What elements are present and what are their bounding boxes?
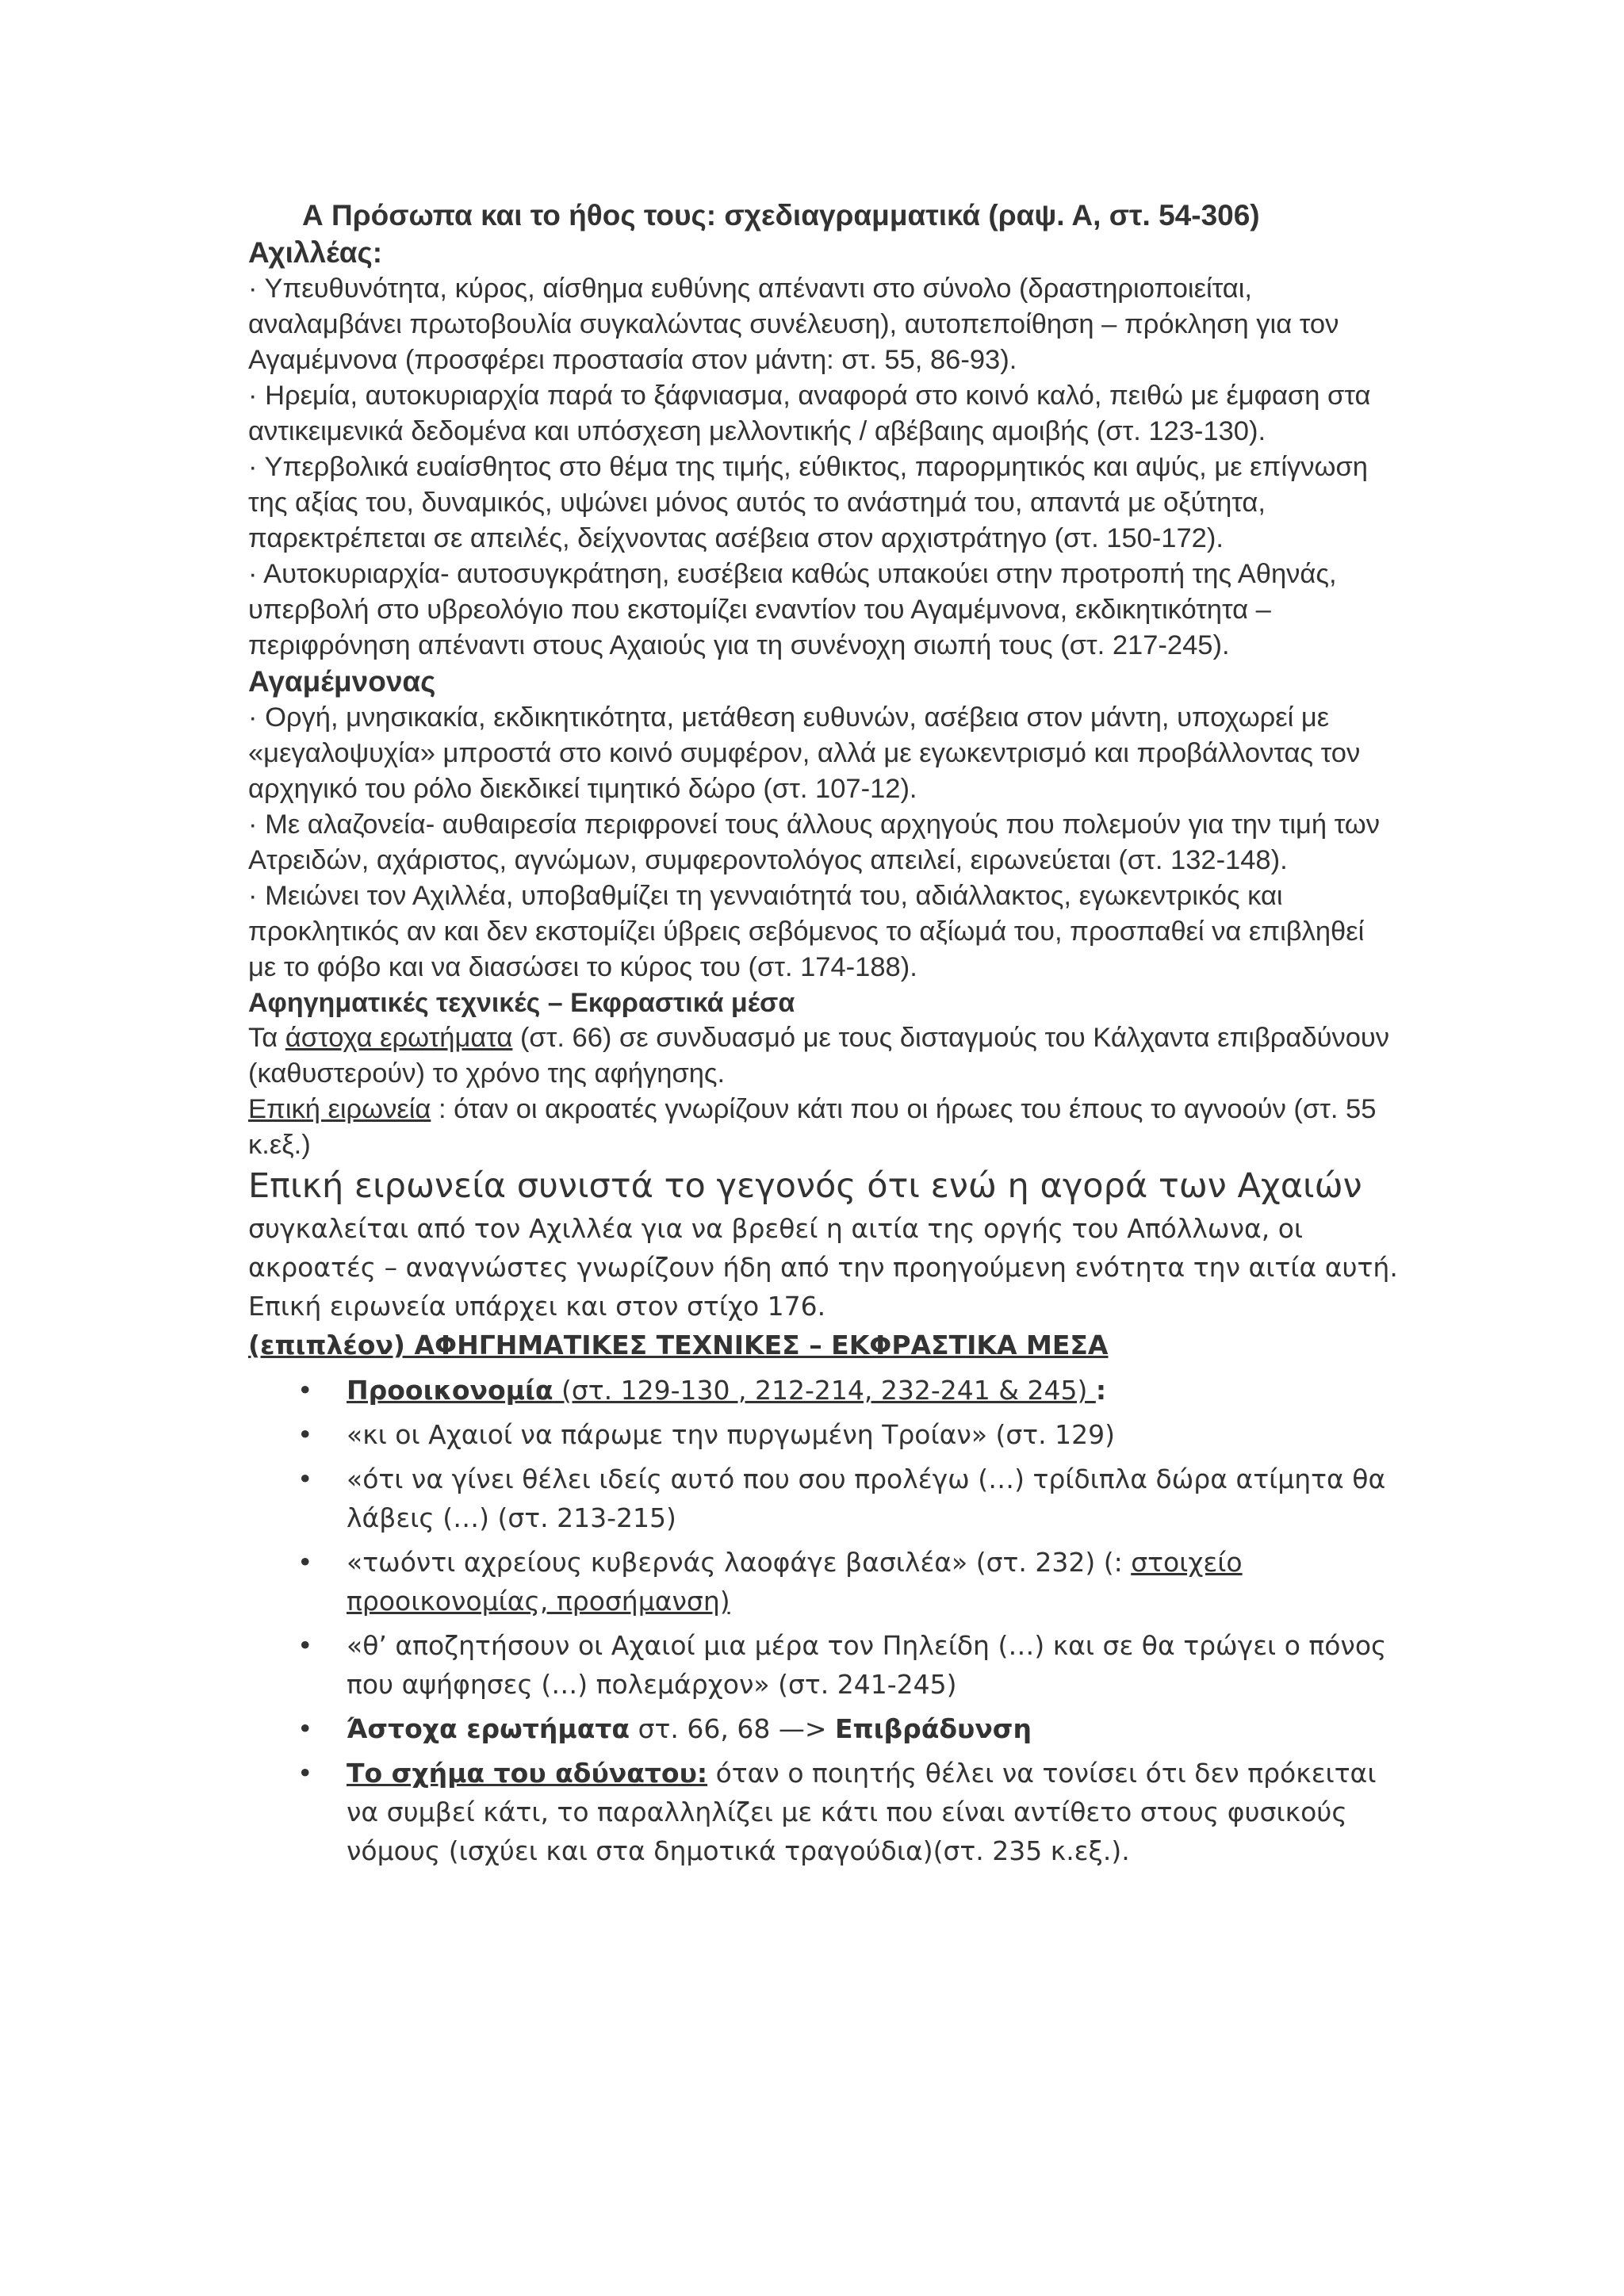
colon: : — [1095, 1375, 1107, 1406]
irony-lead-sentence: Επική ειρωνεία συνιστά το γεγονός ότι ενώ η αγορά των Αχαιών — [248, 1166, 1362, 1206]
list-item — [297, 1754, 1398, 1870]
term-sxima-adynatou: Το σχήμα του αδύνατου: — [347, 1758, 708, 1789]
bullet-icon: • — [297, 1713, 313, 1744]
verse-refs: στ. 66, 68 —> — [630, 1713, 835, 1744]
achilleas-paragraph-4: · Αυτοκυριαρχία- αυτοσυγκράτηση, ευσέβεια καθώς υπακούει στην προτροπή της Αθηνάς, υπερβολή στο υβρεολόγιο που εκστομίζει εναντίον του Αγαμέμνονα, εκδικητικότητα – περιφρόνηση απέναντι στους Αχαιούς για τη συνένοχη σιωπή τους (στ. 217-245). — [248, 559, 1337, 660]
quote-text: «κι οι Αχαιοί να πάρωμε την πυργωμένη Τροίαν» (στ. 129) — [347, 1419, 1116, 1450]
term-astoxa-erotimata: άστοχα ερωτήματα — [285, 1023, 513, 1053]
term-stoixeio-prooikonomias: στοιχείο προοικονομίας, προσήμανση) — [347, 1547, 1243, 1617]
agamemnonas-paragraph-3: · Μειώνει τον Αχιλλέα, υποβαθμίζει τη γενναιότητά του, αδιάλλακτος, εγωκεντρικός και προκλητικός αν και δεν εκστομίζει ύβρεις σεβόμενος το αξίωμά του, προσπαθεί να επιβληθεί με το φόβο και να διασώσει το κύρος του (στ. 174-188). — [248, 881, 1365, 982]
quote-text: «ότι να γίνει θέλει ιδείς αυτό που σου προλέγω (…) τρίδιπλα δώρα ατίμητα θα λάβεις (…) (στ. 213-215) — [347, 1464, 1386, 1533]
list-item — [297, 1460, 1398, 1537]
list-item — [297, 1626, 1398, 1704]
heading-achilleas: Αχιλλέας: — [248, 236, 383, 269]
verse-refs: (στ. 129-130 , 212-214, 232-241 & 245) — [553, 1375, 1096, 1406]
text-after: (στ. 66) σε συνδυασμό με τους δισταγμούς του Κάλχαντα επιβραδύνουν (καθυστερούν) το χρόνο της αφήγησης. — [248, 1023, 1389, 1089]
document-page — [248, 197, 1398, 1876]
heading-agamemnonas: Αγαμέμνονας — [248, 665, 436, 698]
techniques-paragraph-1 — [248, 1020, 1398, 1092]
term-epiki-eironeia: Επική ειρωνεία — [248, 1094, 431, 1124]
quote-text: «θ’ αποζητήσουν οι Αχαιοί μια μέρα τον Πηλείδη (…) και σε θα τρώγει ο πόνος που αψήφησες (…) πολεμάρχον» (στ. 241-245) — [347, 1630, 1387, 1700]
text-before: Τα — [248, 1023, 285, 1053]
irony-continuation: συγκαλείται από τον Αχιλλέα για να βρεθεί η αιτία της οργής του Απόλλωνα, οι ακροατές – αναγνώστες γνωρίζουν ήδη από την προηγούμενη ενότητα την αιτία αυτή. Επική ειρωνεία υπάρχει και στον στίχο 176. — [248, 1213, 1398, 1322]
quote-text: «τωόντι αχρείους κυβερνάς λαοφάγε βασιλέα» (στ. 232) (: — [347, 1547, 1132, 1578]
bullet-icon: • — [297, 1375, 313, 1406]
achilleas-paragraph-3: · Υπερβολικά ευαίσθητος στο θέμα της τιμής, εύθικτος, παρορμητικός και αψύς, με επίγνωση της αξίας του, δυναμικός, υψώνει μόνος αυτός το ανάστημά του, απαντά με οξύτητα, παρεκτρέπεται σε απειλές, δείχνοντας ασέβεια στον αρχιστράτηγο (στ. 150-172). — [248, 452, 1368, 553]
text-after: : όταν οι ακροατές γνωρίζουν κάτι που οι ήρωες του έπους το αγνοούν (στ. 55 κ.εξ.) — [248, 1094, 1377, 1160]
term-astoxa-erotimata-bold: Άστοχα ερωτήματα — [347, 1713, 630, 1744]
list-item — [297, 1371, 1398, 1410]
achilleas-paragraph-1: · Υπευθυνότητα, κύρος, αίσθημα ευθύνης απέναντι στο σύνολο (δραστηριοποιείται, αναλαμβάνει πρωτοβουλία συγκαλώντας συνέλευση), αυτοπεποίθηση – πρόκληση για τον Αγαμέμνονα (προσφέρει προστασία στον μάντη: στ. 55, 86-93). — [248, 274, 1339, 375]
bullet-icon: • — [297, 1547, 313, 1578]
techniques-paragraph-2 — [248, 1092, 1398, 1163]
term-epivradynsi: Επιβράδυνση — [834, 1713, 1032, 1744]
term-prooikonomia: Προοικονομία — [347, 1375, 553, 1406]
extra-bullet-list — [248, 1371, 1398, 1870]
page-title: Α Πρόσωπα και το ήθος τους: σχεδιαγραμματικά (ραψ. Α, στ. 54-306) — [302, 199, 1260, 232]
bullet-icon: • — [297, 1630, 313, 1661]
agamemnonas-paragraph-1: · Οργή, μνησικακία, εκδικητικότητα, μετάθεση ευθυνών, ασέβεια στον μάντη, υποχωρεί με «μεγαλοψυχία» μπροστά στο κοινό συμφέρον, αλλά με εγωκεντρισμό και προβάλλοντας τον αρχηγικό του ρόλο διεκδικεί τιμητικό δώρο (στ. 107-12). — [248, 702, 1361, 804]
bullet-icon: • — [297, 1419, 313, 1450]
heading-extra-techniques: (επιπλέον) ΑΦΗΓΗΜΑΤΙΚΕΣ ΤΕΧΝΙΚΕΣ – ΕΚΦΡΑΣΤΙΚΑ ΜΕΣΑ — [248, 1330, 1109, 1360]
bullet-icon: • — [297, 1464, 313, 1494]
bullet-icon: • — [297, 1758, 313, 1789]
heading-techniques: Αφηγηματικές τεχνικές – Εκφραστικά μέσα — [248, 988, 795, 1018]
list-item — [297, 1415, 1398, 1454]
agamemnonas-paragraph-2: · Με αλαζονεία- αυθαιρεσία περιφρονεί τους άλλους αρχηγούς που πολεμούν για την τιμή των Ατρειδών, αχάριστος, αγνώμων, συμφεροντολόγος απειλεί, ειρωνεύεται (στ. 132-148). — [248, 809, 1380, 875]
definition-text: όταν ο ποιητής θέλει να τονίσει ότι δεν πρόκειται να συμβεί κάτι, το παραλληλίζει με κάτι που είναι αντίθετο στους φυσικούς νόμους (ισχύει και στα δημοτικά τραγούδια)(στ. 235 κ.εξ.). — [347, 1758, 1377, 1866]
achilleas-paragraph-2: · Ηρεμία, αυτοκυριαρχία παρά το ξάφνιασμα, αναφορά στο κοινό καλό, πειθώ με έμφαση στα αντικειμενικά δεδομένα και υπόσχεση μελλοντικής / αβέβαιης αμοιβής (στ. 123-130). — [248, 381, 1371, 446]
list-item — [297, 1543, 1398, 1621]
list-item — [297, 1709, 1398, 1748]
